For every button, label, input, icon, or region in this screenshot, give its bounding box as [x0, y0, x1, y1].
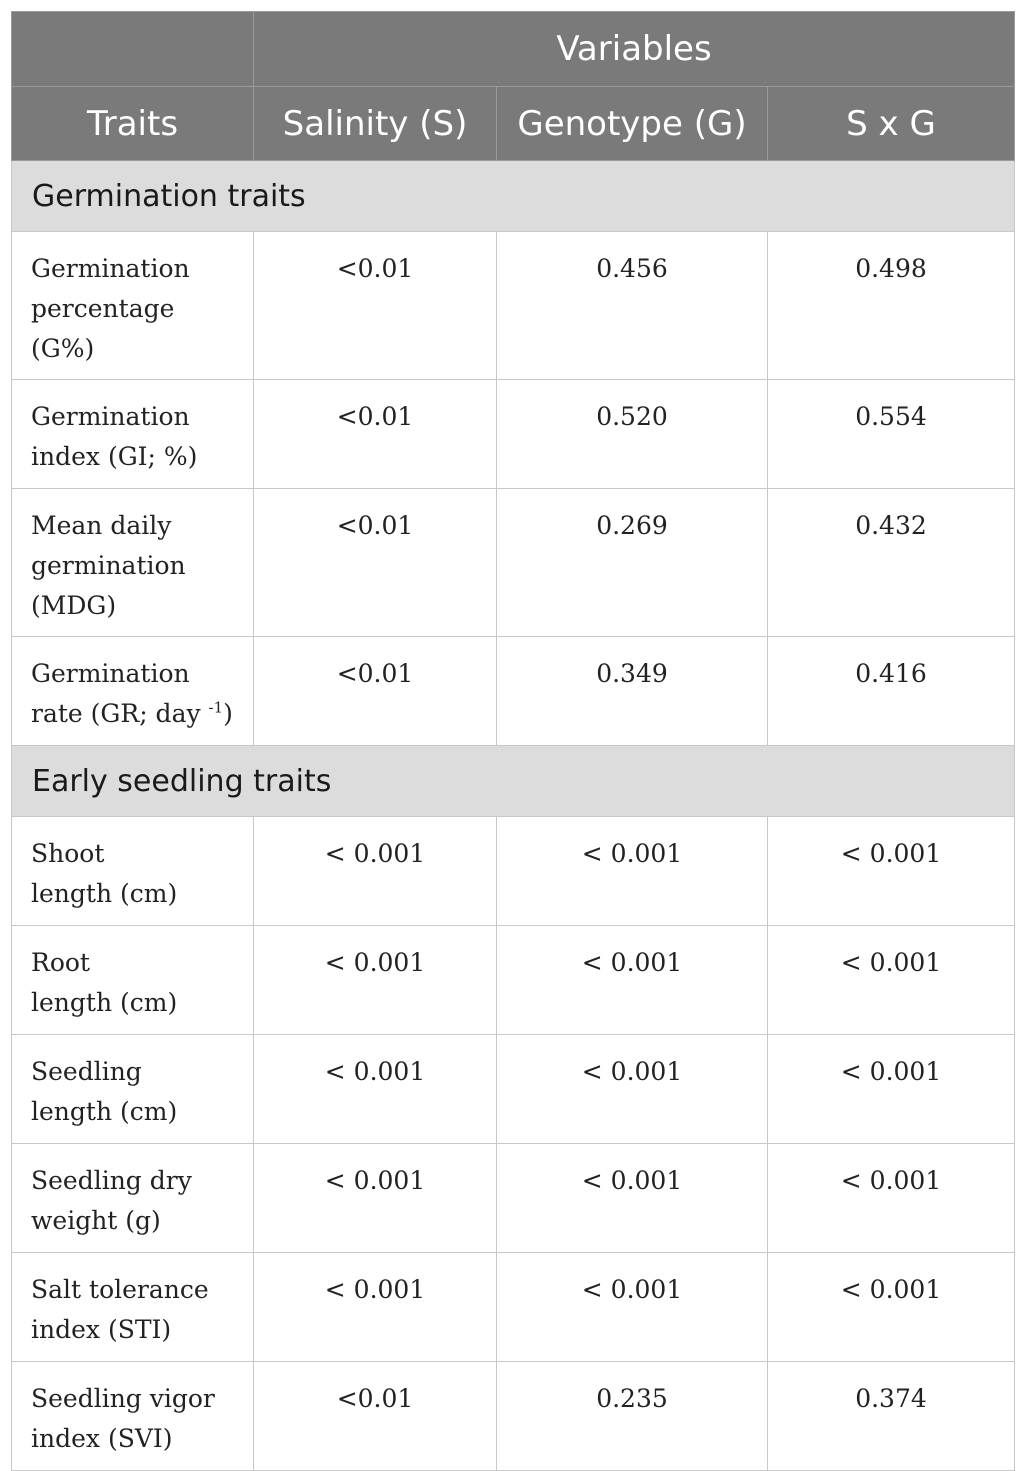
sxg-value: < 0.001	[768, 1035, 1015, 1144]
salinity-value: <0.01	[254, 380, 497, 489]
genotype-value: < 0.001	[497, 817, 768, 926]
trait-cell	[12, 1253, 254, 1362]
header-sxg: S x G	[768, 87, 1015, 161]
header-empty-cell	[12, 12, 254, 87]
trait-line: index (SVI)	[31, 1424, 173, 1453]
sxg-value: 0.498	[768, 232, 1015, 380]
table-row	[12, 1144, 1015, 1253]
salinity-value: < 0.001	[254, 1144, 497, 1253]
trait-cell	[12, 1144, 254, 1253]
sxg-value: < 0.001	[768, 817, 1015, 926]
genotype-value: < 0.001	[497, 1035, 768, 1144]
genotype-value: 0.269	[497, 489, 768, 637]
salinity-value: < 0.001	[254, 1035, 497, 1144]
trait-line: Germination	[31, 254, 190, 283]
table-row	[12, 1035, 1015, 1144]
genotype-value: 0.456	[497, 232, 768, 380]
superscript: -1	[208, 698, 224, 717]
sxg-value: < 0.001	[768, 1144, 1015, 1253]
trait-cell	[12, 637, 254, 746]
genotype-value: 0.349	[497, 637, 768, 746]
sxg-value: < 0.001	[768, 1253, 1015, 1362]
trait-line: Seedling vigor	[31, 1384, 215, 1413]
table-row	[12, 1362, 1015, 1471]
salinity-value: < 0.001	[254, 926, 497, 1035]
salinity-value: <0.01	[254, 1362, 497, 1471]
trait-line: Mean daily	[31, 511, 172, 540]
sxg-value: 0.416	[768, 637, 1015, 746]
section-germination-traits: Germination traits	[12, 161, 1015, 232]
trait-cell	[12, 817, 254, 926]
table-row	[12, 817, 1015, 926]
genotype-value: 0.520	[497, 380, 768, 489]
trait-cell	[12, 489, 254, 637]
trait-line: weight (g)	[31, 1206, 161, 1235]
trait-cell	[12, 1035, 254, 1144]
sxg-value: 0.554	[768, 380, 1015, 489]
header-salinity: Salinity (S)	[254, 87, 497, 161]
trait-line: Seedling dry	[31, 1166, 192, 1195]
genotype-value: < 0.001	[497, 926, 768, 1035]
salinity-value: < 0.001	[254, 1253, 497, 1362]
header-row-top	[12, 12, 1015, 87]
trait-line: rate (GR; day	[31, 699, 209, 728]
header-row-bottom	[12, 87, 1015, 161]
salinity-value: < 0.001	[254, 817, 497, 926]
trait-line: Root	[31, 948, 90, 977]
header-variables: Variables	[254, 12, 1015, 87]
salinity-value: <0.01	[254, 637, 497, 746]
trait-cell	[12, 926, 254, 1035]
genotype-value: 0.235	[497, 1362, 768, 1471]
sxg-value: < 0.001	[768, 926, 1015, 1035]
section-row-early-seedling	[12, 746, 1015, 817]
header-traits: Traits	[12, 87, 254, 161]
table-row	[12, 380, 1015, 489]
results-table	[11, 11, 1015, 1471]
trait-line: Shoot	[31, 839, 105, 868]
trait-cell	[12, 1362, 254, 1471]
genotype-value: < 0.001	[497, 1144, 768, 1253]
salinity-value: <0.01	[254, 489, 497, 637]
table-row	[12, 489, 1015, 637]
trait-line: length (cm)	[31, 879, 178, 908]
trait-line: (MDG)	[31, 591, 117, 620]
section-early-seedling-traits: Early seedling traits	[12, 746, 1015, 817]
sxg-value: 0.432	[768, 489, 1015, 637]
trait-line: Germination	[31, 402, 190, 431]
trait-line: length (cm)	[31, 988, 178, 1017]
section-row-germination	[12, 161, 1015, 232]
table-row	[12, 637, 1015, 746]
genotype-value: < 0.001	[497, 1253, 768, 1362]
trait-line: index (GI; %)	[31, 442, 198, 471]
trait-line: Germination	[31, 659, 190, 688]
trait-cell	[12, 380, 254, 489]
header-genotype: Genotype (G)	[497, 87, 768, 161]
trait-close-paren: )	[223, 699, 233, 728]
table-row	[12, 926, 1015, 1035]
table-row	[12, 1253, 1015, 1362]
table-row	[12, 232, 1015, 380]
trait-line: percentage (G%)	[31, 294, 175, 363]
salinity-value: <0.01	[254, 232, 497, 380]
trait-cell	[12, 232, 254, 380]
trait-line: germination	[31, 551, 186, 580]
sxg-value: 0.374	[768, 1362, 1015, 1471]
trait-line: Salt tolerance	[31, 1275, 209, 1304]
trait-line: length (cm)	[31, 1097, 178, 1126]
trait-line: index (STI)	[31, 1315, 172, 1344]
trait-line: Seedling	[31, 1057, 142, 1086]
